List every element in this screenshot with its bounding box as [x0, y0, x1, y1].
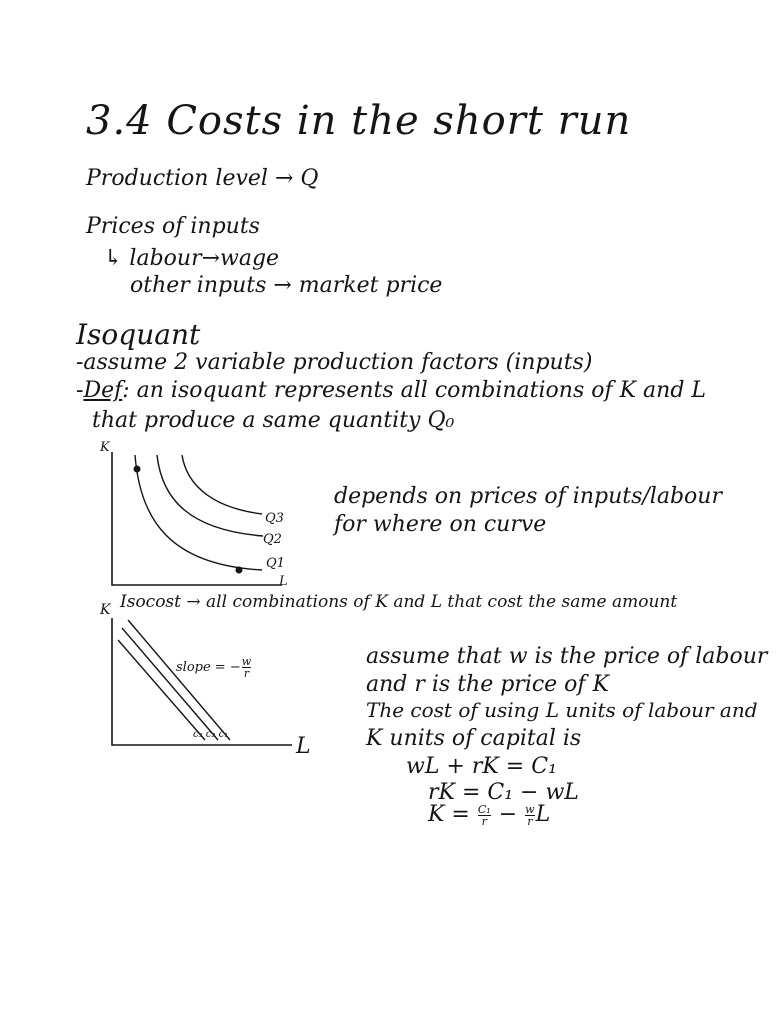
definition-text: : an isoquant represents all combinations of K and L [122, 378, 707, 403]
assume-line-1: assume that w is the price of labour [366, 644, 768, 669]
slope-numerator: w [241, 655, 252, 668]
eq3-fraction-2 [525, 804, 534, 827]
assume-line-2: and r is the price of K [366, 672, 609, 697]
eq3-suffix: L [535, 802, 551, 827]
isocost-heading: Isocost → all combinations of K and L that cost the same amount [120, 592, 678, 612]
graph1-label-q3: Q3 [265, 511, 284, 526]
eq3-w: w [525, 802, 535, 816]
graph1-label-q1: Q1 [266, 556, 285, 571]
isoquant-definition-line-2: that produce a same quantity Q₀ [92, 408, 455, 433]
slope-fraction [242, 656, 251, 679]
isocost-line-c1 [128, 620, 230, 740]
isocost-k-label: K [100, 602, 111, 618]
graph1-x-label: L [279, 574, 288, 589]
eq3-r2: r [527, 814, 533, 828]
equation-3 [428, 802, 550, 827]
graph1-y-label: K [100, 440, 110, 455]
graph2-x-label: L [296, 734, 311, 759]
eq3-minus: − [498, 802, 518, 827]
eq3-c: C₁ [477, 802, 491, 816]
eq3-prefix: K = [428, 802, 470, 827]
depends-line-1: depends on prices of inputs/labour [334, 484, 722, 509]
prices-heading: Prices of inputs [86, 214, 260, 239]
graph1-label-q2: Q2 [263, 532, 282, 547]
depends-line-2: for where on curve [334, 512, 547, 537]
slope-prefix: slope = − [176, 660, 241, 675]
eq3-fraction-1 [478, 804, 491, 827]
isoquant-heading: Isoquant [76, 318, 201, 351]
eq3-r1: r [481, 814, 487, 828]
isoquant-assume-line: -assume 2 variable production factors (inputs) [76, 350, 593, 375]
assume-line-3: The cost of using L units of labour and [366, 698, 758, 722]
slope-label [176, 656, 252, 679]
production-level-line: Production level → Q [86, 166, 319, 191]
graph2-line-labels: c₃ c₂ c₁ [193, 729, 229, 740]
isocost-line-c2 [122, 628, 218, 740]
equation-1: wL + rK = C₁ [406, 754, 557, 779]
graph2-axes [112, 618, 292, 745]
assume-line-4: K units of capital is [366, 726, 582, 751]
definition-label: Def [83, 378, 123, 403]
equation-2: rK = C₁ − wL [428, 780, 579, 805]
page-title: 3.4 Costs in the short run [86, 98, 632, 144]
isoquant-definition-line: -Def: an isoquant represents all combinations of K and L [76, 378, 707, 403]
prices-other-line: other inputs → market price [130, 273, 443, 298]
slope-denominator: r [243, 667, 250, 680]
prices-labour-line: ↳ labour→wage [104, 246, 280, 271]
isocost-line-c3 [118, 640, 205, 740]
